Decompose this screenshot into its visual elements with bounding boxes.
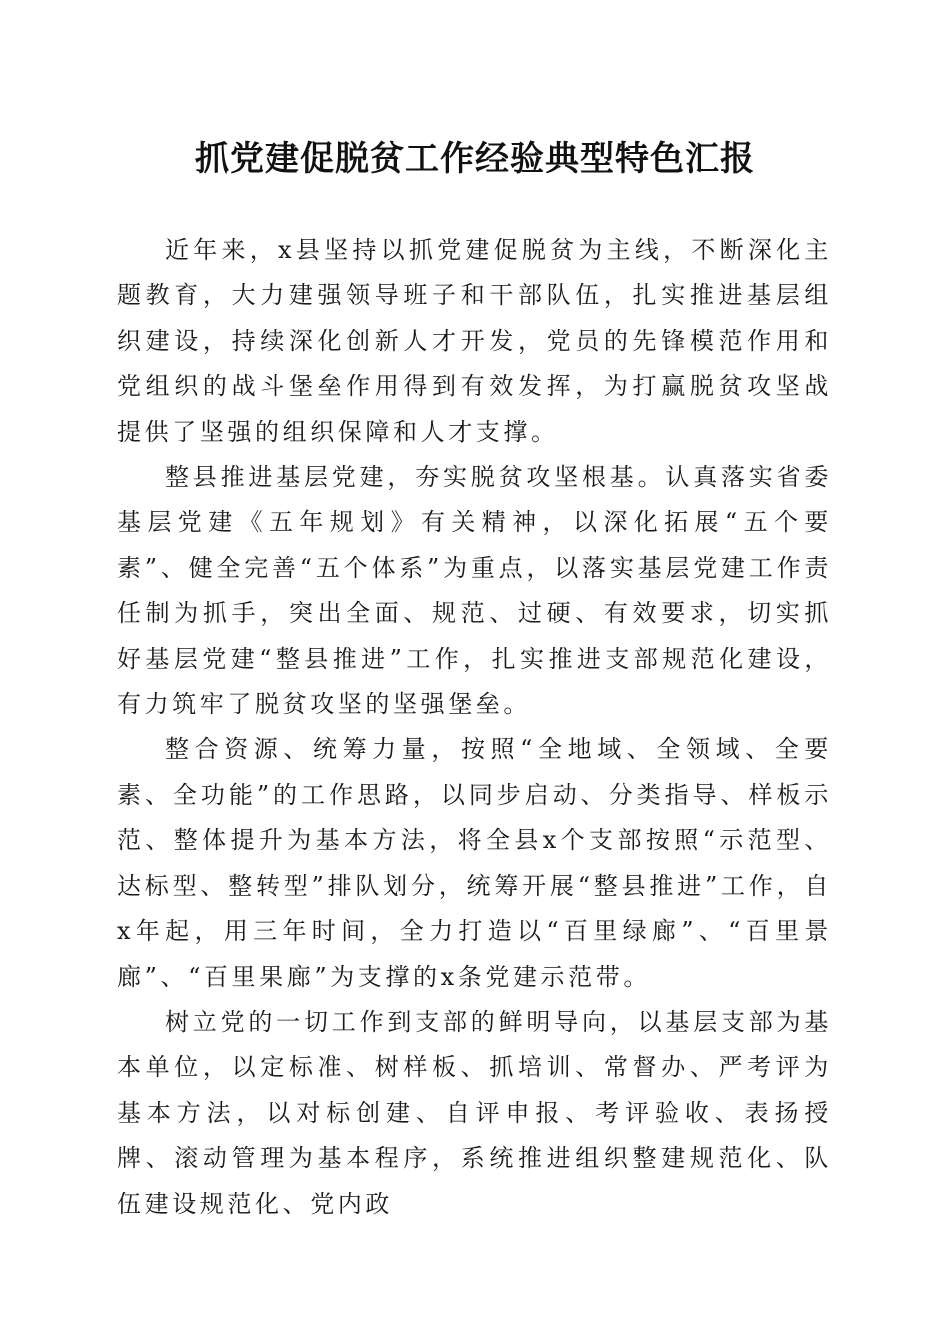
paragraph: 整合资源、统筹力量，按照“全地域、全领域、全要素、全功能”的工作思路，以同步启动、分类指导、样板示范、整体提升为基本方法，将全县x个支部按照“示范型、达标型、整转型”排队划分，统筹开展“整县推进”工作，自x年起，用三年时间，全力打造以“百里绿廊”、“百里景廊”、“百里果廊”为支撑的x条党建示范带。 [117, 735, 832, 991]
document-title: 抓党建促脱贫工作经验典型特色汇报 [195, 139, 755, 179]
paragraph: 树立党的一切工作到支部的鲜明导向，以基层支部为基本单位，以定标准、树样板、抓培训、常督办、严考评为基本方法，以对标创建、自评申报、考评验收、表扬授牌、滚动管理为基本程序，系统推进组织整建规范化、队伍建设规范化、党内政 [117, 1007, 832, 1218]
paragraph: 整县推进基层党建，夯实脱贫攻坚根基。认真落实省委基层党建《五年规划》有关精神，以深化拓展“五个要素”、健全完善“五个体系”为重点，以落实基层党建工作责任制为抓手，突出全面、规范、过硬、有效要求，切实抓好基层党建“整县推进”工作，扎实推进支部规范化建设，有力筑牢了脱贫攻坚的坚强堡垒。 [117, 463, 832, 719]
document-body [117, 228, 832, 1227]
paragraph: 近年来，x县坚持以抓党建促脱贫为主线，不断深化主题教育，大力建强领导班子和干部队伍，扎实推进基层组织建设，持续深化创新人才开发，党员的先锋模范作用和党组织的战斗堡垒作用得到有效发挥，为打赢脱贫攻坚战提供了坚强的组织保障和人才支撑。 [117, 236, 832, 446]
